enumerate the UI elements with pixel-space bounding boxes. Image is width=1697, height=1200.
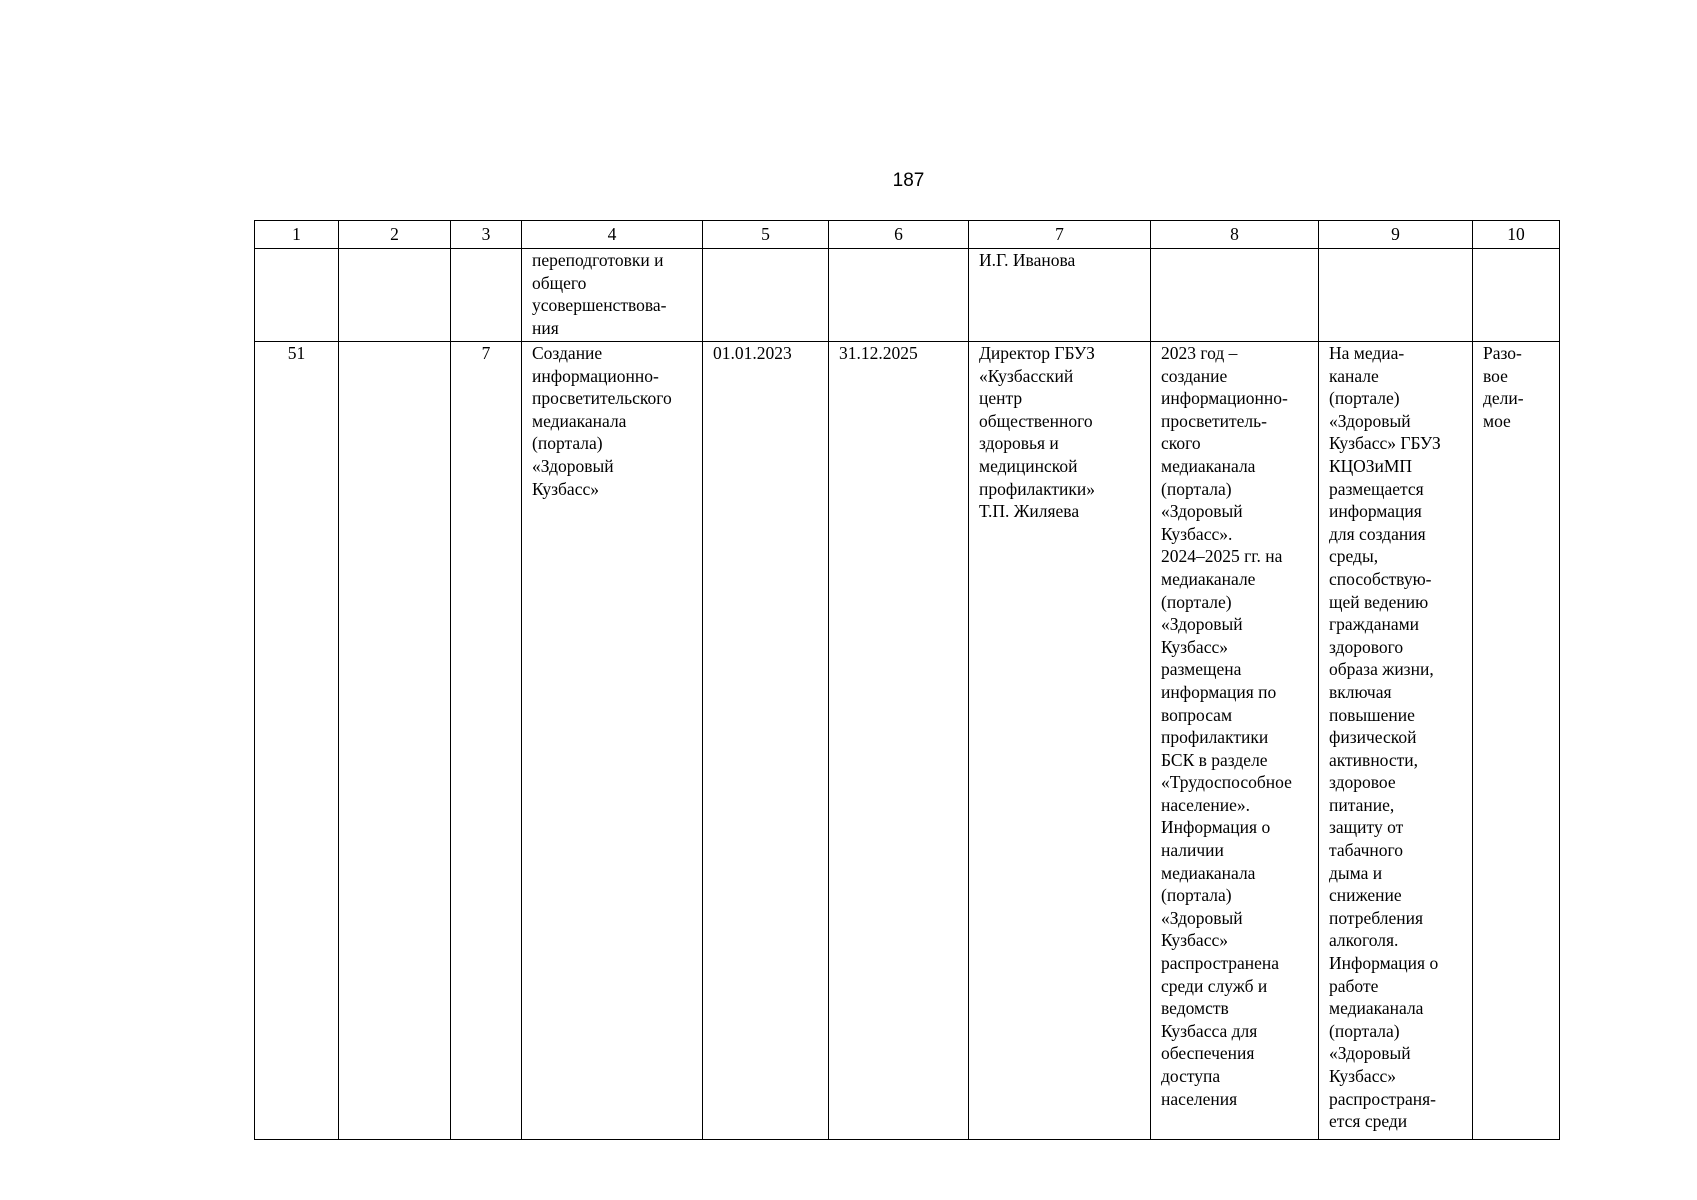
cell-number — [255, 249, 339, 342]
page-number: 187 — [892, 170, 925, 191]
table-row-continued — [255, 249, 1560, 342]
cell-measure-name: переподготовки и общего усовершенствова- ния — [522, 249, 703, 342]
cell-col3: 7 — [451, 342, 522, 1140]
cell-col3 — [451, 249, 522, 342]
measures-table — [254, 220, 1560, 1140]
cell-col2 — [339, 342, 451, 1140]
cell-result — [1151, 249, 1319, 342]
cell-responsible: И.Г. Иванова — [969, 249, 1151, 342]
column-number-2: 2 — [339, 221, 451, 249]
cell-type — [1473, 249, 1560, 342]
cell-responsible: Директор ГБУЗ «Кузбасский центр общественного здоровья и медицинской профилактики» Т.П. Жиляева — [969, 342, 1151, 1140]
column-number-4: 4 — [522, 221, 703, 249]
column-number-9: 9 — [1319, 221, 1473, 249]
cell-type: Разо- вое дели- мое — [1473, 342, 1560, 1140]
cell-end-date — [829, 249, 969, 342]
cell-result: 2023 год – создание информационно- просветитель- ского медиаканала (портала) «Здоровый Кузбасс». 2024–2025 гг. на медиаканале (портале) «Здоровый Кузбасс» размещена информация по вопросам профилактики БСК в разделе «Трудоспособное население». Информация о наличии медиаканала (портала) «Здоровый Кузбасс» распространена среди служб и ведомств Кузбасса для обеспечения доступа населения — [1151, 342, 1319, 1140]
column-number-3: 3 — [451, 221, 522, 249]
column-number-6: 6 — [829, 221, 969, 249]
cell-measure-name: Создание информационно- просветительского медиаканала (портала) «Здоровый Кузбасс» — [522, 342, 703, 1140]
cell-description — [1319, 249, 1473, 342]
cell-start-date: 01.01.2023 — [703, 342, 829, 1140]
column-number-10: 10 — [1473, 221, 1560, 249]
cell-number: 51 — [255, 342, 339, 1140]
cell-end-date: 31.12.2025 — [829, 342, 969, 1140]
column-number-row — [255, 221, 1560, 249]
column-number-7: 7 — [969, 221, 1151, 249]
column-number-8: 8 — [1151, 221, 1319, 249]
cell-col2 — [339, 249, 451, 342]
column-number-5: 5 — [703, 221, 829, 249]
table-row-51 — [255, 342, 1560, 1140]
column-number-1: 1 — [255, 221, 339, 249]
cell-description: На медиа- канале (портале) «Здоровый Кузбасс» ГБУЗ КЦОЗиМП размещается информация для создания среды, способствую- щей ведению гражданами здорового образа жизни, включая повышение физической активности, здоровое питание, защиту от табачного дыма и снижение потребления алкоголя. Информация о работе медиаканала (портала) «Здоровый Кузбасс» распространя- ется среди — [1319, 342, 1473, 1140]
cell-start-date — [703, 249, 829, 342]
